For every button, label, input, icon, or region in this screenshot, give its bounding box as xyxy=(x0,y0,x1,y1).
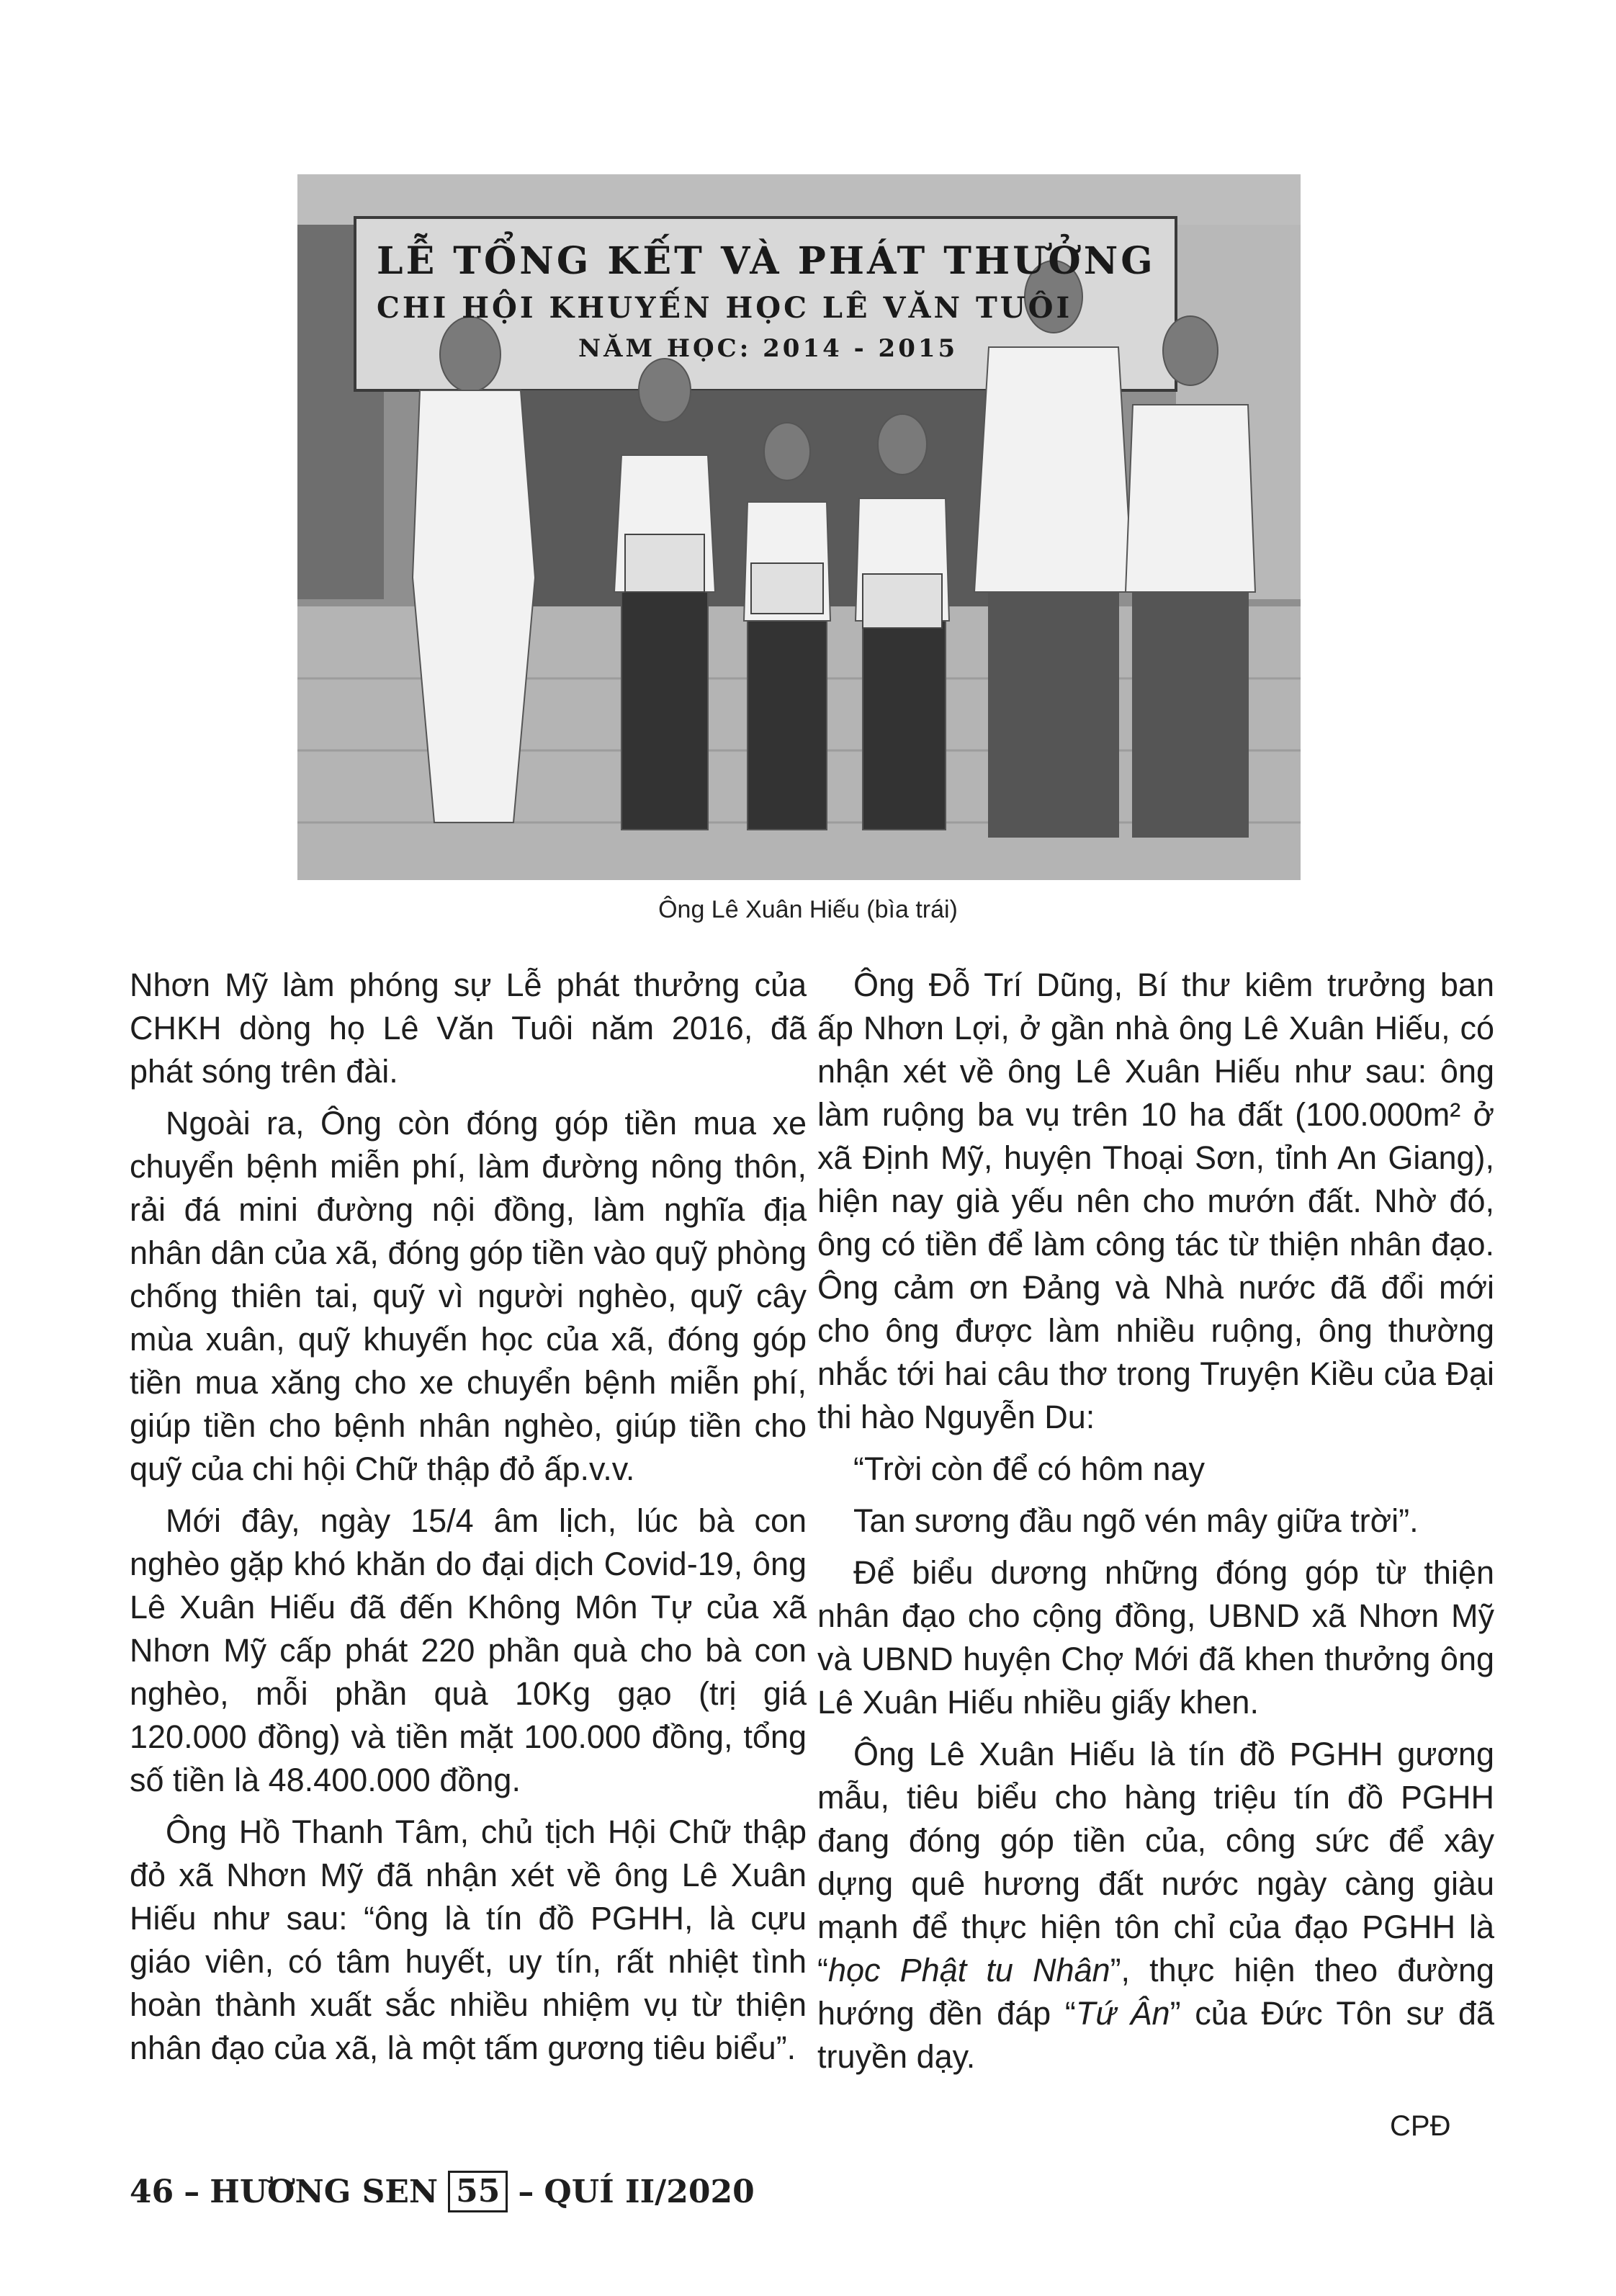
article-right-column xyxy=(817,964,1494,2087)
text-run: ” của Đức Tôn sư đã truyền dạy. xyxy=(817,1995,1494,2075)
verse-line: “Trời còn để có hôm nay xyxy=(853,1450,1206,1487)
paragraph: Ngoài ra, Ông còn đóng góp tiền mua xe chuyển bệnh miễn phí, làm đường nông thôn, rải đá mini đường nội đồng, làm nghĩa địa nhân dân của xã, đóng góp tiền vào quỹ phòng chống thiên tai, quỹ vì người nghèo, quỹ cây mùa xuân, quỹ khuyến học của xã, đóng góp tiền mua xăng cho xe chuyển bệnh miễn phí, giúp tiền cho bệnh nhân nghèo, giúp tiền cho quỹ của chi hội Chữ thập đỏ ấp.v.v. xyxy=(130,1105,807,1487)
issue-number: 55 xyxy=(448,2171,508,2212)
page-footer xyxy=(130,2171,755,2212)
ceremony-photo xyxy=(297,174,1301,880)
paragraph: Nhơn Mỹ làm phóng sự Lễ phát thưởng của CHKH dòng họ Lê Văn Tuôi năm 2016, đã phát sóng trên đài. xyxy=(130,967,807,1090)
paragraph: Ông Hồ Thanh Tâm, chủ tịch Hội Chữ thập đỏ xã Nhơn Mỹ đã nhận xét về ông Lê Xuân Hiếu như sau: “ông là tín đồ PGHH, là cựu giáo viên, có tâm huyết, uy tín, rất nhiệt tình hoàn thành xuất sắc nhiều nhiệm vụ từ thiện nhân đạo của xã, là một tấm gương tiêu biểu”. xyxy=(130,1813,807,2066)
author-signoff: CPĐ xyxy=(1390,2110,1451,2142)
paragraph: Ông Đỗ Trí Dũng, Bí thư kiêm trưởng ban ấp Nhơn Lợi, ở gần nhà ông Lê Xuân Hiếu, có nhận xét về ông Lê Xuân Hiếu như sau: ông làm ruộng ba vụ trên 10 ha đất (100.000m² ở xã Định Mỹ, huyện Thoại Sơn, tỉnh An Giang), hiện nay già yếu nên cho mướn đất. Nhờ đó, ông có tiền để làm công tác từ thiện nhân đạo. Ông cảm ơn Đảng và Nhà nước đã đổi mới cho ông được làm nhiều ruộng, ông thường nhắc tới hai câu thơ trong Truyện Kiều của Đại thi hào Nguyễn Du: xyxy=(817,967,1494,1435)
banner-line-2: CHI HỘI KHUYẾN HỌC LÊ VĂN TUÔI xyxy=(377,291,1073,325)
text-run: Ông Lê Xuân Hiếu là tín đồ PGHH gương mẫu, tiêu biểu cho hàng triệu tín đồ PGHH đang đóng góp tiền của, công sức để xây dựng quê hương đất nước ngày càng giàu mạnh để thực hiện tôn chỉ của đạo PGHH là “ xyxy=(817,1736,1494,1988)
separator: – xyxy=(518,2173,534,2210)
issue-quarter: QUÍ II/2020 xyxy=(544,2173,755,2210)
paragraph xyxy=(817,1733,1494,2078)
page-number: 46 xyxy=(130,2173,174,2210)
verse-line: Tan sương đầu ngõ vén mây giữa trời”. xyxy=(853,1502,1419,1539)
italic-phrase: Tứ Ân xyxy=(1075,1995,1170,2032)
italic-phrase: học Phật tu Nhân xyxy=(828,1952,1110,1988)
paragraph: Để biểu dương những đóng góp từ thiện nhân đạo cho cộng đồng, UBND xã Nhơn Mỹ và UBND huyện Chợ Mới đã khen thưởng ông Lê Xuân Hiếu nhiều giấy khen. xyxy=(817,1554,1494,1721)
text-run: ”, thực hiện theo đường hướng đền đáp “ xyxy=(817,1952,1495,2032)
paragraph: Mới đây, ngày 15/4 âm lịch, lúc bà con nghèo gặp khó khăn do đại dịch Covid-19, ông Lê Xuân Hiếu đã đến Không Môn Tự của xã Nhơn Mỹ cấp phát 220 phần quà cho bà con nghèo, mỗi phần quà 10Kg gạo (trị giá 120.000 đồng) và tiền mặt 100.000 đồng, tổng số tiền là 48.400.000 đồng. xyxy=(130,1502,807,1798)
separator: – xyxy=(184,2173,200,2210)
banner-line-3: NĂM HỌC: 2014 - 2015 xyxy=(578,334,959,363)
photo-caption: Ông Lê Xuân Hiếu (bìa trái) xyxy=(658,896,958,923)
article-left-column xyxy=(130,964,807,2078)
publication-name: HƯƠNG SEN xyxy=(210,2173,439,2210)
banner-line-1: LỄ TỔNG KẾT VÀ PHÁT THƯỞNG xyxy=(377,239,1156,283)
